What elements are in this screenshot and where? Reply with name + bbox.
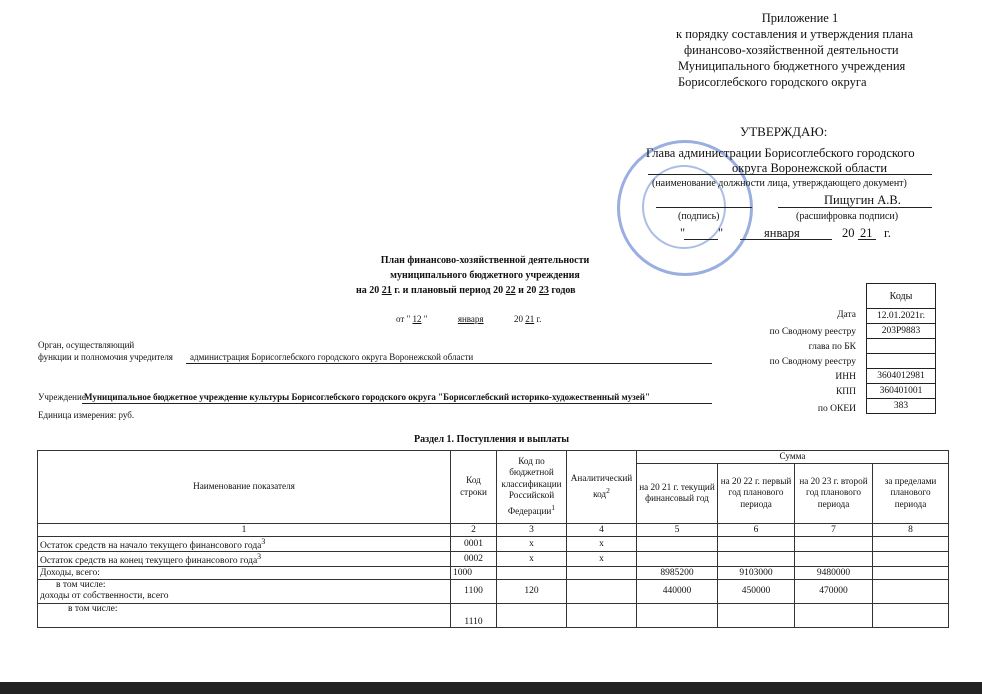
signature-caption: (подпись): [678, 211, 720, 222]
plan-subtitle: муниципального бюджетного учреждения: [390, 270, 580, 281]
appendix-line: к порядку составления и утверждения плана: [676, 27, 914, 41]
label-registry2: по Сводному реестру: [769, 357, 856, 367]
plan-title: План финансово-хозяйственной деятельности: [380, 255, 590, 266]
organ-label: функции и полномочия учредителя: [38, 352, 173, 362]
table-row: Остаток средств на начало текущего финансового года$^3$ 0001 x x: [38, 536, 949, 551]
date-month: января: [764, 226, 800, 240]
label-kpp: КПП: [835, 387, 856, 397]
receipts-table: [37, 450, 949, 628]
position-caption: (наименование должности лица, утверждающего документ): [652, 178, 907, 189]
header-code: Код строки: [451, 451, 497, 524]
code-bk: [867, 339, 936, 354]
header-analytic: Аналитический код$^2$: [567, 451, 637, 524]
date-year-prefix: 20: [842, 226, 855, 240]
code-okei: 383: [867, 399, 936, 414]
unit-label: Единица измерения: руб.: [38, 410, 135, 420]
codes-table: [866, 283, 936, 414]
approval-position: округа Воронежской области: [732, 161, 888, 175]
codes-header: Коды: [867, 284, 936, 309]
organ-value: администрация Борисоглебского городского округа Воронежской области: [190, 352, 474, 362]
header-col7: на 20 23 г. второй год планового периода: [795, 463, 873, 523]
header-col5: на 20 21 г. текущий финансовый год: [637, 463, 718, 523]
code-date: 12.01.2021г.: [867, 309, 936, 324]
code-registry: 203Р9883: [867, 324, 936, 339]
appendix-line: Муниципального бюджетного учреждения: [678, 59, 906, 73]
plan-date: от " 12 " января 20 21 г.: [396, 314, 542, 324]
appendix-title: Приложение 1: [761, 11, 839, 25]
section-title: Раздел 1. Поступления и выплаты: [414, 434, 570, 445]
code-inn: 3604012981: [867, 369, 936, 384]
institution-value: Муниципальное бюджетное учреждение культуры Борисоглебского городского округа "Борисоглебский историко-художественный музей": [84, 392, 650, 402]
approval-heading: УТВЕРЖДАЮ:: [740, 124, 828, 139]
approval-position: Глава администрации Борисоглебского городского: [646, 146, 915, 160]
date-suffix: г.: [884, 226, 891, 240]
date-quote-close: ": [718, 226, 724, 240]
label-date: Дата: [837, 310, 856, 320]
institution-label: Учреждение: [38, 392, 86, 402]
label-registry: по Сводному реестру: [769, 327, 856, 337]
plan-period: на 20 21 г. и плановый период 20 22 и 20 23 годов: [356, 285, 576, 296]
appendix-line: финансово-хозяйственной деятельности: [684, 43, 899, 57]
header-col8: за пределами планового периода: [873, 463, 949, 523]
code-kpp: 360401001: [867, 384, 936, 399]
header-name: Наименование показателя: [38, 451, 451, 524]
label-okei: по ОКЕИ: [817, 404, 856, 414]
header-col6: на 20 22 г. первый год планового периода: [718, 463, 795, 523]
date-quote-open: ": [680, 226, 686, 240]
name-caption: (расшифровка подписи): [796, 211, 899, 222]
organ-label: Орган, осуществляющий: [38, 340, 135, 350]
header-sum: Сумма: [637, 451, 949, 464]
table-row: в том числе: 1110: [38, 603, 949, 627]
appendix-line: Борисоглебского городского округа: [678, 75, 867, 89]
label-bk: глава по БК: [808, 342, 856, 352]
table-row: Доходы, всего: 1000 8985200 9103000 9480000: [38, 566, 949, 579]
scan-edge: [0, 682, 982, 694]
label-inn: ИНН: [835, 372, 856, 382]
approver-name: Пищугин А.В.: [824, 193, 901, 207]
code-registry2: [867, 354, 936, 369]
date-year: 21: [860, 226, 873, 240]
table-row: в том числе: доходы от собственности, всего 1100 120 440000 450000 470000: [38, 579, 949, 603]
table-row: Остаток средств на конец текущего финансового года$^3$ 0002 x x: [38, 551, 949, 566]
column-numbers: 1 2 3 4 5 6 7 8: [38, 523, 949, 536]
header-bk: Код по бюджетной классификации Российской Федерации$^1$: [497, 451, 567, 524]
